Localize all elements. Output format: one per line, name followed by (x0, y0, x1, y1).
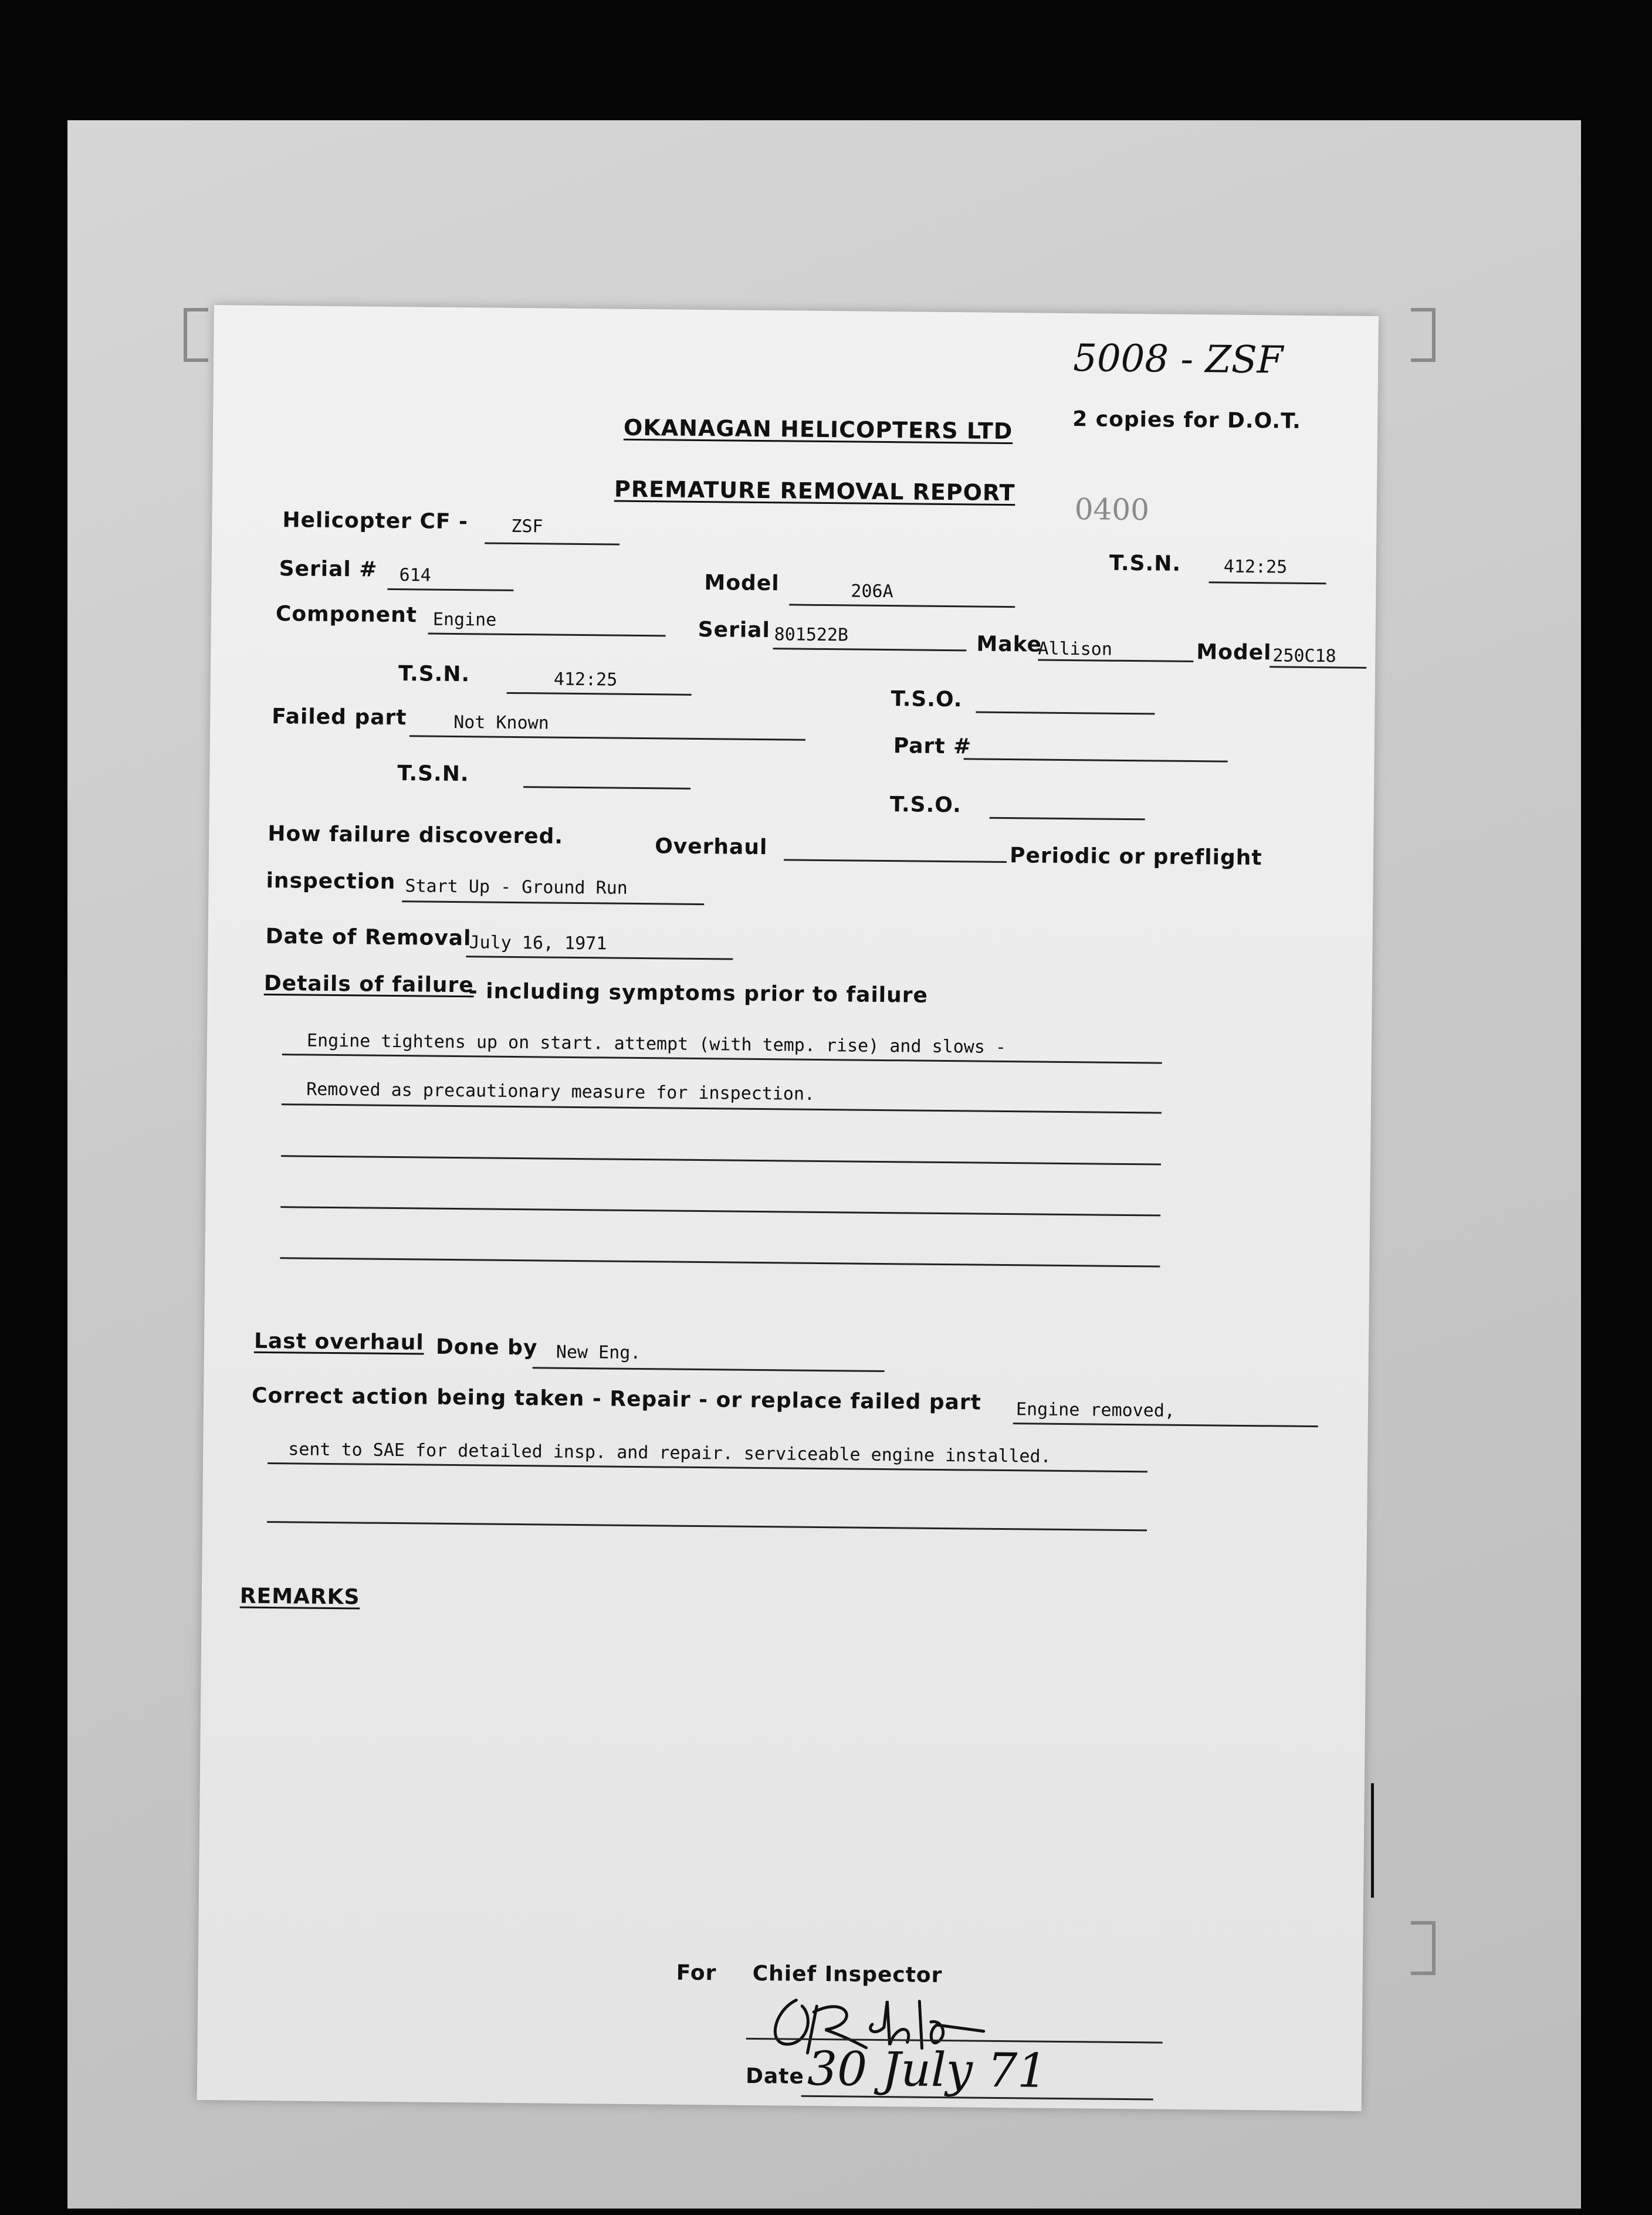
handwritten-reference: 5008 - ZSF (1072, 337, 1284, 382)
details-line-3 (281, 1155, 1161, 1165)
tsn-top-value: 412:25 (1223, 556, 1288, 578)
company-name: OKANAGAN HELICOPTERS LTD (623, 414, 1013, 445)
failed-part-tsn-label: T.S.N. (397, 761, 469, 787)
periodic-label: Periodic or preflight (1009, 844, 1262, 871)
details-failure-subtitle: - including symptoms prior to failure (468, 979, 929, 1008)
helicopter-cf-line (485, 542, 620, 545)
part-number-label: Part # (893, 734, 972, 759)
done-by-value: New Eng. (556, 1342, 641, 1364)
component-tso-line (976, 711, 1155, 714)
remarks-label: REMARKS (239, 1584, 360, 1610)
details-line-2 (282, 1103, 1162, 1113)
component-tsn-label: T.S.N. (398, 662, 470, 687)
failed-part-tsn-line (523, 786, 690, 790)
correct-action-label: Correct action being taken - Repair - or replace failed part (251, 1383, 982, 1415)
last-overhaul-label: Last overhaul (253, 1329, 424, 1355)
crop-mark-bottom-right (1411, 1921, 1436, 1975)
component-value: Engine (432, 609, 497, 631)
failed-part-tso-line (990, 817, 1145, 821)
component-tsn-value: 412:25 (553, 669, 618, 690)
crop-mark-top-right (1411, 308, 1436, 362)
make-model-line (1270, 666, 1366, 669)
crop-mark-top-left (184, 308, 208, 362)
done-by-label: Done by (435, 1335, 538, 1360)
details-line-5 (280, 1257, 1160, 1267)
correct-action-value-1: Engine removed, (1015, 1399, 1176, 1421)
signed-date-value: 30 July 71 (807, 2041, 1048, 2098)
date-label: Date (745, 2064, 805, 2089)
inspection-label: inspection (266, 868, 396, 895)
serial-number-value: 614 (399, 565, 431, 586)
report-form (197, 305, 1379, 2111)
inspection-line (402, 900, 704, 905)
details-line-2-text: Removed as precautionary measure for inspection. (306, 1079, 815, 1105)
component-serial-line (773, 648, 966, 651)
correct-action-value-2: sent to SAE for detailed insp. and repair. serviceable engine installed. (288, 1439, 1051, 1467)
part-number-line (964, 758, 1228, 762)
inspection-value: Start Up - Ground Run (405, 876, 628, 899)
failed-part-label: Failed part (272, 704, 407, 730)
helicopter-label: Helicopter CF - (282, 508, 469, 534)
overhaul-line (784, 859, 1007, 863)
margin-mark (1371, 1783, 1374, 1898)
copies-note: 2 copies for D.O.T. (1072, 407, 1302, 433)
correct-action-line-3 (267, 1521, 1147, 1531)
details-line-1 (282, 1054, 1162, 1064)
failed-part-line (409, 735, 805, 740)
failed-part-tso-label: T.S.O. (889, 792, 962, 818)
tsn-top-label: T.S.N. (1109, 551, 1182, 576)
details-failure-label: Details of failure (263, 971, 474, 998)
component-label: Component (275, 602, 418, 628)
overhaul-label: Overhaul (654, 834, 768, 860)
model-label: Model (704, 571, 780, 596)
serial-number-line (387, 588, 513, 591)
make-line (1038, 659, 1193, 663)
date-removal-line (466, 956, 733, 960)
chief-inspector-label: Chief Inspector (752, 1961, 943, 1988)
date-removal-value: July 16, 1971 (469, 932, 607, 954)
details-line-4 (280, 1206, 1160, 1216)
component-serial-label: Serial (698, 617, 770, 643)
tsn-top-line (1209, 581, 1326, 584)
helicopter-cf-value: ZSF (511, 516, 543, 537)
how-failure-label: How failure discovered. (268, 821, 564, 849)
component-tsn-line (507, 692, 692, 696)
stamp-number: 0400 (1074, 492, 1150, 527)
correct-action-line-1 (1013, 1423, 1318, 1427)
details-line-1-text: Engine tightens up on start. attempt (with temp. rise) and slows - (306, 1030, 1007, 1058)
make-label: Make (976, 632, 1042, 657)
date-removal-label: Date of Removal (265, 924, 472, 951)
component-tso-label: T.S.O. (891, 687, 963, 712)
form-title: PREMATURE REMOVAL REPORT (614, 476, 1015, 506)
model-value: 206A (851, 581, 893, 602)
component-line (428, 633, 666, 637)
make-value: Allison (1038, 638, 1113, 660)
component-serial-value: 801522B (774, 624, 849, 646)
make-model-label: Model (1196, 640, 1272, 665)
done-by-line (533, 1367, 885, 1372)
failed-part-value: Not Known (453, 712, 549, 734)
model-line (789, 604, 1015, 608)
for-label: For (676, 1960, 717, 1986)
make-model-value: 250C18 (1272, 645, 1336, 667)
serial-number-label: Serial # (279, 557, 378, 582)
